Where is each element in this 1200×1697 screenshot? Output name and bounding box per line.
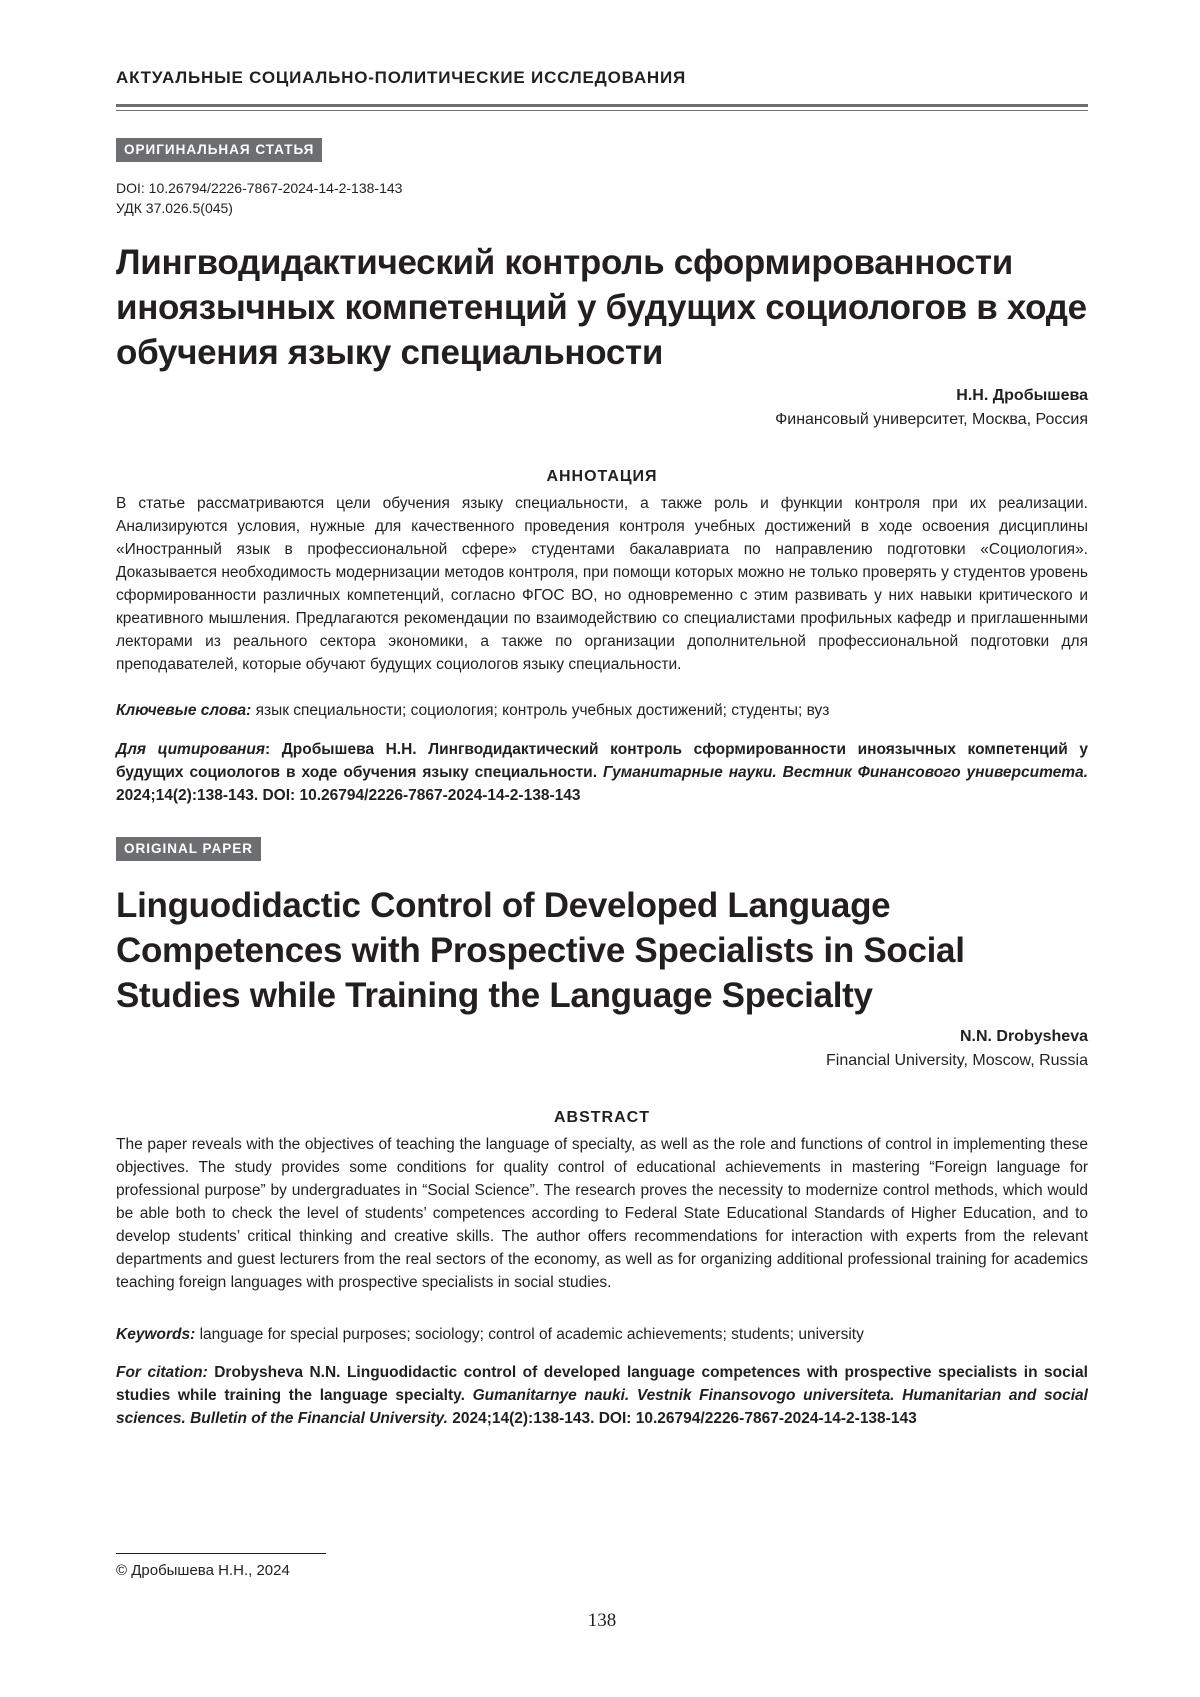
header-rule-thick [116, 104, 1088, 107]
ru-article-title: Лингводидактический контроль сформированности иноязычных компетенций у будущих социологов в ходе обучения языку специальности [116, 243, 1087, 372]
footnote-rule [116, 1553, 326, 1554]
en-abstract-heading: ABSTRACT [554, 1109, 650, 1126]
ru-udk: УДК 37.026.5(045) [116, 200, 233, 216]
ru-keywords [116, 699, 1088, 722]
en-keywords [116, 1323, 1088, 1346]
en-keywords-text: language for special purposes; sociology; control of academic achievements; students; university [199, 1326, 864, 1343]
en-citation [116, 1361, 1088, 1430]
ru-keywords-label: Ключевые слова: [116, 702, 252, 719]
ru-keywords-text: язык специальности; социология; контроль учебных достижений; студенты; вуз [255, 702, 830, 719]
ru-abstract-heading: АННОТАЦИЯ [546, 468, 658, 485]
ru-citation-journal: Гуманитарные науки. Вестник Финансового университета. [602, 764, 1089, 781]
ru-abstract-text: В статье рассматриваются цели обучения языку специальности, а также роль и функции контроля при их реализации. Анализируются условия, нужные для качественного проведения контроля учебных достижений в ходе освоения дисциплины «Иностранный язык в профессиональной сфере» студентами бакалавриата по направлению подготовки «Социология». Доказывается необходимость модернизации методов контроля, при помощи которых можно не только проверять у студентов уровень сформированности различных компетенций, согласно ФГОС ВО, но одновременно с этим развивать у них навыки критического и креативного мышления. Предлагаются рекомендации по взаимодействию со специалистами профильных кафедр и приглашенными лекторами из реального сектора экономики, а также по организации дополнительной профессиональной подготовки для преподавателей, которые обучают будущих социологов языку специальности. [116, 495, 1088, 673]
article-page [116, 0, 1088, 1697]
en-article-title: Linguodidactic Control of Developed Language Competences with Prospective Specialists in Social Studies while Training the Language Specialty [116, 886, 965, 1015]
journal-section-header: АКТУАЛЬНЫЕ СОЦИАЛЬНО-ПОЛИТИЧЕСКИЕ ИССЛЕДОВАНИЯ [116, 68, 687, 87]
en-keywords-label: Keywords: [116, 1326, 196, 1343]
ru-article-type-badge: ОРИГИНАЛЬНАЯ СТАТЬЯ [116, 138, 322, 162]
en-author-name: N.N. Drobysheva [959, 1028, 1088, 1045]
ru-citation-label: Для цитирования [116, 741, 265, 758]
en-author-block [826, 1025, 1088, 1073]
en-article-type-badge: ORIGINAL PAPER [116, 837, 261, 861]
ru-author-block [775, 384, 1088, 432]
ru-citation-tail: 2024;14(2):138-143. DOI: 10.26794/2226-7867-2024-14-2-138-143 [116, 787, 581, 804]
en-citation-tail: 2024;14(2):138-143. DOI: 10.26794/2226-7867-2024-14-2-138-143 [452, 1410, 917, 1427]
ru-author-affiliation: Финансовый университет, Москва, Россия [775, 411, 1088, 428]
page-number: 138 [587, 1610, 617, 1631]
en-citation-label: For citation: [116, 1364, 208, 1381]
en-citation-main: Drobysheva N.N. Linguodidactic control of developed language competences with prospective specialists in social studies while training the language specialty. [116, 1364, 1088, 1404]
ru-citation-main: Дробышева Н.Н. Лингводидактический контроль сформированности иноязычных компетенций у будущих социологов в ходе обучения языку специальности. [116, 741, 1088, 781]
ru-author-name: Н.Н. Дробышева [956, 387, 1088, 404]
ru-citation: Для цитирования: Дробышева Н.Н. Лингводидактический контроль сформированности иноязычных компетенций у будущих социологов в ходе обучения языку специальности. Гуманитарные науки. Вестник Финансового университета. 2024;14(2):138-143. DOI: 10.26794/2226-7867-2024-14-2-138-143 [116, 741, 1089, 804]
en-author-affiliation: Financial University, Moscow, Russia [825, 1052, 1088, 1069]
copyright-notice: © Дробышева Н.Н., 2024 [116, 1562, 290, 1579]
header-rule-thin [116, 110, 1088, 111]
en-citation-journal: Gumanitarnye nauki. Vestnik Finansovogo universiteta. Humanitarian and social sciences. Bulletin of the Financial University. [116, 1387, 1088, 1427]
ru-doi: DOI: 10.26794/2226-7867-2024-14-2-138-143 [116, 180, 403, 196]
en-abstract-text: The paper reveals with the objectives of teaching the language of specialty, as well as the role and functions of control in implementing these objectives. The study provides some conditions for quality control of educational achievements in mastering “Foreign language for professional purpose” by undergraduates in “Social Science”. The research proves the necessity to modernize control methods, which would be able both to check the level of students’ competences according to Federal State Educational Standards of Higher Education, and to develop students’ critical thinking and creative skills. The author offers recommendations for interaction with experts from the relevant departments and guest lecturers from the real sectors of the economy, as well as for organizing additional professional training for academics teaching foreign languages with prospective specialists in social studies. [116, 1136, 1088, 1291]
